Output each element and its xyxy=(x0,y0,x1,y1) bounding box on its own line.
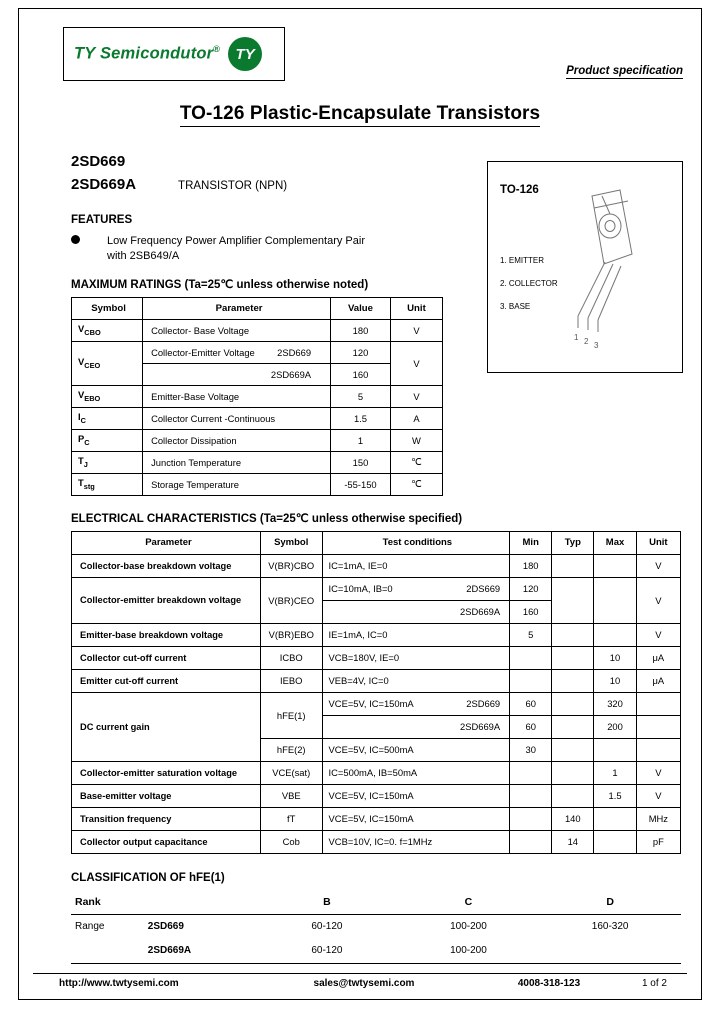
col-test-conditions: Test conditions xyxy=(322,531,510,554)
pin-list xyxy=(500,250,558,318)
cell-typ xyxy=(552,784,594,807)
cell-max: 10 xyxy=(594,669,636,692)
cell-parameter: Collector output capacitance xyxy=(72,830,261,853)
cell-unit: ℃ xyxy=(390,473,442,495)
table-row xyxy=(72,451,443,473)
cell-parameter: Base-emitter voltage xyxy=(72,784,261,807)
cell-conditions: VCE=5V, IC=150mA xyxy=(322,807,510,830)
cell-typ xyxy=(552,554,594,577)
cell-unit: V xyxy=(390,385,442,407)
symbol-main: V xyxy=(78,323,85,335)
parameter-split xyxy=(151,347,327,358)
cell-symbol xyxy=(72,429,143,451)
cell-value: 150 xyxy=(331,451,391,473)
package-diagram xyxy=(487,161,683,373)
cell-min xyxy=(510,807,552,830)
svg-text:3: 3 xyxy=(594,341,599,350)
col-unit: Unit xyxy=(390,297,442,319)
symbol-sub: stg xyxy=(83,481,95,491)
cell-conditions: VEB=4V, IC=0 xyxy=(322,669,510,692)
cell-unit: V xyxy=(390,319,442,341)
cell-conditions: IC=1mA, IE=0 xyxy=(322,554,510,577)
package-title: TO-126 xyxy=(500,184,539,196)
conditions-split xyxy=(329,721,507,732)
page-header xyxy=(33,19,687,89)
cell-parameter: Storage Temperature xyxy=(143,473,331,495)
cell-value: 1.5 xyxy=(331,407,391,429)
table-row xyxy=(72,473,443,495)
table-row xyxy=(72,807,681,830)
product-specification-label: Product specification xyxy=(566,65,683,77)
rank-c: C xyxy=(398,890,540,915)
cell-unit: MHz xyxy=(636,807,680,830)
maximum-ratings-table xyxy=(71,297,443,496)
cell-symbol: ICBO xyxy=(260,646,322,669)
conditions-variant: 2SD669A xyxy=(460,606,501,617)
table-row xyxy=(72,623,681,646)
datasheet-page xyxy=(18,8,702,1000)
feature-item xyxy=(71,233,687,250)
symbol-sub: CBO xyxy=(84,327,101,337)
cell-unit xyxy=(636,715,680,738)
cell-min: 160 xyxy=(510,600,552,623)
transistor-type: TRANSISTOR (NPN) xyxy=(178,179,288,192)
symbol-sub: CEO xyxy=(84,360,101,370)
conditions-split xyxy=(329,698,507,709)
range-label: Range xyxy=(75,921,105,932)
col-max: Max xyxy=(594,531,636,554)
cell-unit: V xyxy=(636,761,680,784)
cell-rank-d: 160-320 xyxy=(591,921,629,932)
cell-min: 60 xyxy=(510,715,552,738)
cell-unit: ℃ xyxy=(390,451,442,473)
cell-conditions xyxy=(322,600,510,623)
cell-rank-c: 100-200 xyxy=(450,921,487,932)
conditions-variant: 2SD669 xyxy=(466,698,501,709)
table-header-row xyxy=(72,297,443,319)
cell-conditions: VCB=180V, IE=0 xyxy=(322,646,510,669)
cell-parameter: Emitter-Base Voltage xyxy=(143,385,331,407)
cell-value: -55-150 xyxy=(331,473,391,495)
pin-3-label: 3. BASE xyxy=(500,301,531,311)
cell-parameter xyxy=(143,363,331,385)
cell-parameter: Collector cut-off current xyxy=(72,646,261,669)
company-name-text: TY Semicondutor xyxy=(74,44,214,63)
cell-parameter: Collector- Base Voltage xyxy=(143,319,331,341)
table-row xyxy=(72,761,681,784)
cell-symbol: V(BR)EBO xyxy=(260,623,322,646)
symbol-main: T xyxy=(78,455,84,467)
cell-unit: V xyxy=(636,784,680,807)
table-row xyxy=(72,429,443,451)
rank-d: D xyxy=(539,890,681,915)
cell-typ xyxy=(552,577,594,623)
table-row xyxy=(72,385,443,407)
cell-value: 1 xyxy=(331,429,391,451)
parameter-split xyxy=(151,369,327,380)
footer-phone: 4008-318-123 xyxy=(517,978,581,989)
company-name xyxy=(74,44,220,64)
cell-typ xyxy=(552,761,594,784)
cell-symbol xyxy=(72,385,143,407)
table-row xyxy=(72,692,681,715)
symbol-main: I xyxy=(78,411,81,423)
cell-symbol: IEBO xyxy=(260,669,322,692)
col-symbol: Symbol xyxy=(260,531,322,554)
cell-unit: pF xyxy=(636,830,680,853)
cell-symbol xyxy=(72,407,143,429)
cell-typ xyxy=(552,646,594,669)
cell-value: 160 xyxy=(331,363,391,385)
cell-parameter: DC current gain xyxy=(72,692,261,761)
cell-symbol xyxy=(72,341,143,385)
cell-part: 2SD669A xyxy=(144,939,256,964)
cell-typ xyxy=(552,738,594,761)
cell-conditions: VCE=5V, IC=500mA xyxy=(322,738,510,761)
cell-unit: μA xyxy=(636,646,680,669)
cell-rank-d xyxy=(539,939,681,964)
cell-symbol: V(BR)CBO xyxy=(260,554,322,577)
col-parameter: Parameter xyxy=(143,297,331,319)
table-row xyxy=(72,577,681,600)
parameter-variant: 2SD669A xyxy=(270,368,312,380)
feature-item-continuation: with 2SB649/A xyxy=(107,249,180,262)
classification-table xyxy=(71,890,681,964)
cell-rank-b: 60-120 xyxy=(256,939,397,964)
pin-2-label: 2. COLLECTOR xyxy=(500,278,558,288)
svg-text:1: 1 xyxy=(574,333,579,342)
cell-typ xyxy=(552,715,594,738)
pin-1-label: 1. EMITTER xyxy=(500,256,545,265)
parameter-text: Collector-Emitter Voltage xyxy=(151,346,255,358)
bullet-icon xyxy=(71,235,80,244)
cell-unit: W xyxy=(390,429,442,451)
cell-parameter: Collector-base breakdown voltage xyxy=(72,554,261,577)
rank-blank xyxy=(144,890,256,915)
cell-min xyxy=(510,830,552,853)
cell-max: 10 xyxy=(594,646,636,669)
cell-min xyxy=(510,646,552,669)
table-row xyxy=(71,939,681,964)
conditions-variant: 2DS669 xyxy=(466,583,501,594)
registered-mark: ® xyxy=(213,44,221,55)
page-title-text: TO-126 Plastic-Encapsulate Transistors xyxy=(180,103,540,127)
cell-unit: V xyxy=(636,623,680,646)
cell-max xyxy=(594,554,636,577)
footer-website[interactable]: http://www.twtysemi.com xyxy=(59,978,179,989)
cell-parameter: Junction Temperature xyxy=(143,451,331,473)
cell-conditions: IE=1mA, IC=0 xyxy=(322,623,510,646)
cell-part: 2SD669 xyxy=(147,921,184,932)
cell-symbol xyxy=(72,473,143,495)
transistor-drawing-icon xyxy=(558,188,668,358)
cell-max xyxy=(594,807,636,830)
cell-conditions: VCB=10V, IC=0. f=1MHz xyxy=(322,830,510,853)
cell-parameter: Collector Current -Continuous xyxy=(143,407,331,429)
electrical-characteristics-table xyxy=(71,531,681,854)
cell-unit: V xyxy=(390,341,442,385)
cell-parameter: Collector-emitter saturation voltage xyxy=(72,761,261,784)
table-row xyxy=(72,407,443,429)
cell-symbol: VCE(sat) xyxy=(260,761,322,784)
cell-max: 1.5 xyxy=(594,784,636,807)
table-row xyxy=(72,830,681,853)
cell-max xyxy=(594,738,636,761)
cell-parameter: Transition frequency xyxy=(72,807,261,830)
part-number-1: 2SD669 xyxy=(71,153,126,170)
cell-min xyxy=(510,784,552,807)
col-symbol: Symbol xyxy=(72,297,143,319)
cell-symbol: V(BR)CEO xyxy=(260,577,322,623)
cell-value: 180 xyxy=(331,319,391,341)
table-row xyxy=(72,341,443,363)
cell-unit xyxy=(636,738,680,761)
cell-typ xyxy=(552,692,594,715)
footer-email[interactable]: sales@twtysemi.com xyxy=(313,978,415,989)
cell-typ: 140 xyxy=(552,807,594,830)
cell-typ xyxy=(552,669,594,692)
cell-symbol: Cob xyxy=(260,830,322,853)
table-row xyxy=(71,914,681,939)
symbol-sub: C xyxy=(80,415,86,425)
cell-typ xyxy=(552,623,594,646)
cell-rank-c: 100-200 xyxy=(398,939,540,964)
features-heading: FEATURES xyxy=(71,214,133,226)
electrical-characteristics-heading: ELECTRICAL CHARACTERISTICS (Ta=25℃ unless otherwise specified) xyxy=(71,512,463,525)
cell-max xyxy=(594,577,636,623)
cell-value: 120 xyxy=(331,341,391,363)
cell-unit: V xyxy=(636,577,680,623)
cell-max: 200 xyxy=(594,715,636,738)
cell-conditions xyxy=(322,715,510,738)
cell-max: 320 xyxy=(594,692,636,715)
conditions-split xyxy=(329,583,507,594)
cell-unit: A xyxy=(390,407,442,429)
conditions-variant: 2SD669A xyxy=(460,721,501,732)
cell-conditions xyxy=(322,692,510,715)
cell-max: 1 xyxy=(594,761,636,784)
table-row xyxy=(72,669,681,692)
cell-unit: μA xyxy=(636,669,680,692)
cell-symbol: hFE(1) xyxy=(260,692,322,738)
symbol-sub: EBO xyxy=(84,393,101,403)
svg-text:2: 2 xyxy=(584,337,589,346)
col-min: Min xyxy=(510,531,552,554)
cell-conditions: IC=500mA, IB=50mA xyxy=(322,761,510,784)
footer-page-number: 1 of 2 xyxy=(641,978,667,989)
col-unit: Unit xyxy=(636,531,680,554)
cell-symbol xyxy=(72,319,143,341)
maximum-ratings-heading: MAXIMUM RATINGS (Ta=25℃ unless otherwise noted) xyxy=(71,278,369,291)
range-label-blank xyxy=(71,939,144,964)
cell-max xyxy=(594,623,636,646)
symbol-main: P xyxy=(78,433,85,445)
cell-min: 30 xyxy=(510,738,552,761)
table-row xyxy=(72,319,443,341)
feature-item-text: Low Frequency Power Amplifier Complementary Pair xyxy=(107,235,365,247)
cell-symbol: fT xyxy=(260,807,322,830)
classification-heading: CLASSIFICATION OF hFE(1) xyxy=(71,871,225,884)
parameter-variant: 2SD669 xyxy=(277,346,312,358)
cell-min: 5 xyxy=(510,623,552,646)
symbol-sub: C xyxy=(84,437,90,447)
page-footer xyxy=(33,973,687,989)
table-header-row xyxy=(71,890,681,915)
cell-typ: 14 xyxy=(552,830,594,853)
symbol-main: V xyxy=(78,356,85,368)
cell-conditions xyxy=(322,577,510,600)
conditions-split xyxy=(329,606,507,617)
conditions-text: VCE=5V, IC=150mA xyxy=(328,698,414,709)
cell-min xyxy=(510,669,552,692)
cell-min: 60 xyxy=(510,692,552,715)
cell-conditions: VCE=5V, IC=150mA xyxy=(322,784,510,807)
col-typ: Typ xyxy=(552,531,594,554)
col-value: Value xyxy=(331,297,391,319)
cell-unit xyxy=(636,692,680,715)
cell-parameter: Emitter cut-off current xyxy=(72,669,261,692)
cell-parameter: Collector Dissipation xyxy=(143,429,331,451)
cell-symbol xyxy=(72,451,143,473)
table-row xyxy=(72,554,681,577)
table-row xyxy=(72,646,681,669)
col-parameter: Parameter xyxy=(72,531,261,554)
page-title xyxy=(33,103,687,125)
cell-min: 120 xyxy=(510,577,552,600)
cell-symbol: VBE xyxy=(260,784,322,807)
rank-label: Rank xyxy=(71,890,144,915)
cell-rank-b: 60-120 xyxy=(311,921,343,932)
cell-min xyxy=(510,761,552,784)
conditions-text: IC=10mA, IB=0 xyxy=(328,583,393,594)
cell-parameter: Emitter-base breakdown voltage xyxy=(72,623,261,646)
cell-symbol: hFE(2) xyxy=(260,738,322,761)
cell-parameter: Collector-emitter breakdown voltage xyxy=(72,577,261,623)
cell-value: 5 xyxy=(331,385,391,407)
cell-parameter xyxy=(143,341,331,363)
logo-badge-icon: TY xyxy=(228,37,262,71)
table-row xyxy=(72,784,681,807)
cell-max xyxy=(594,830,636,853)
part-number-2: 2SD669A xyxy=(71,175,137,193)
table-header-row xyxy=(72,531,681,554)
company-logo xyxy=(63,27,285,81)
symbol-main: V xyxy=(78,389,85,401)
cell-min: 180 xyxy=(510,554,552,577)
symbol-sub: J xyxy=(83,459,88,469)
rank-b: B xyxy=(256,890,397,915)
symbol-main: T xyxy=(78,477,84,489)
cell-unit: V xyxy=(636,554,680,577)
